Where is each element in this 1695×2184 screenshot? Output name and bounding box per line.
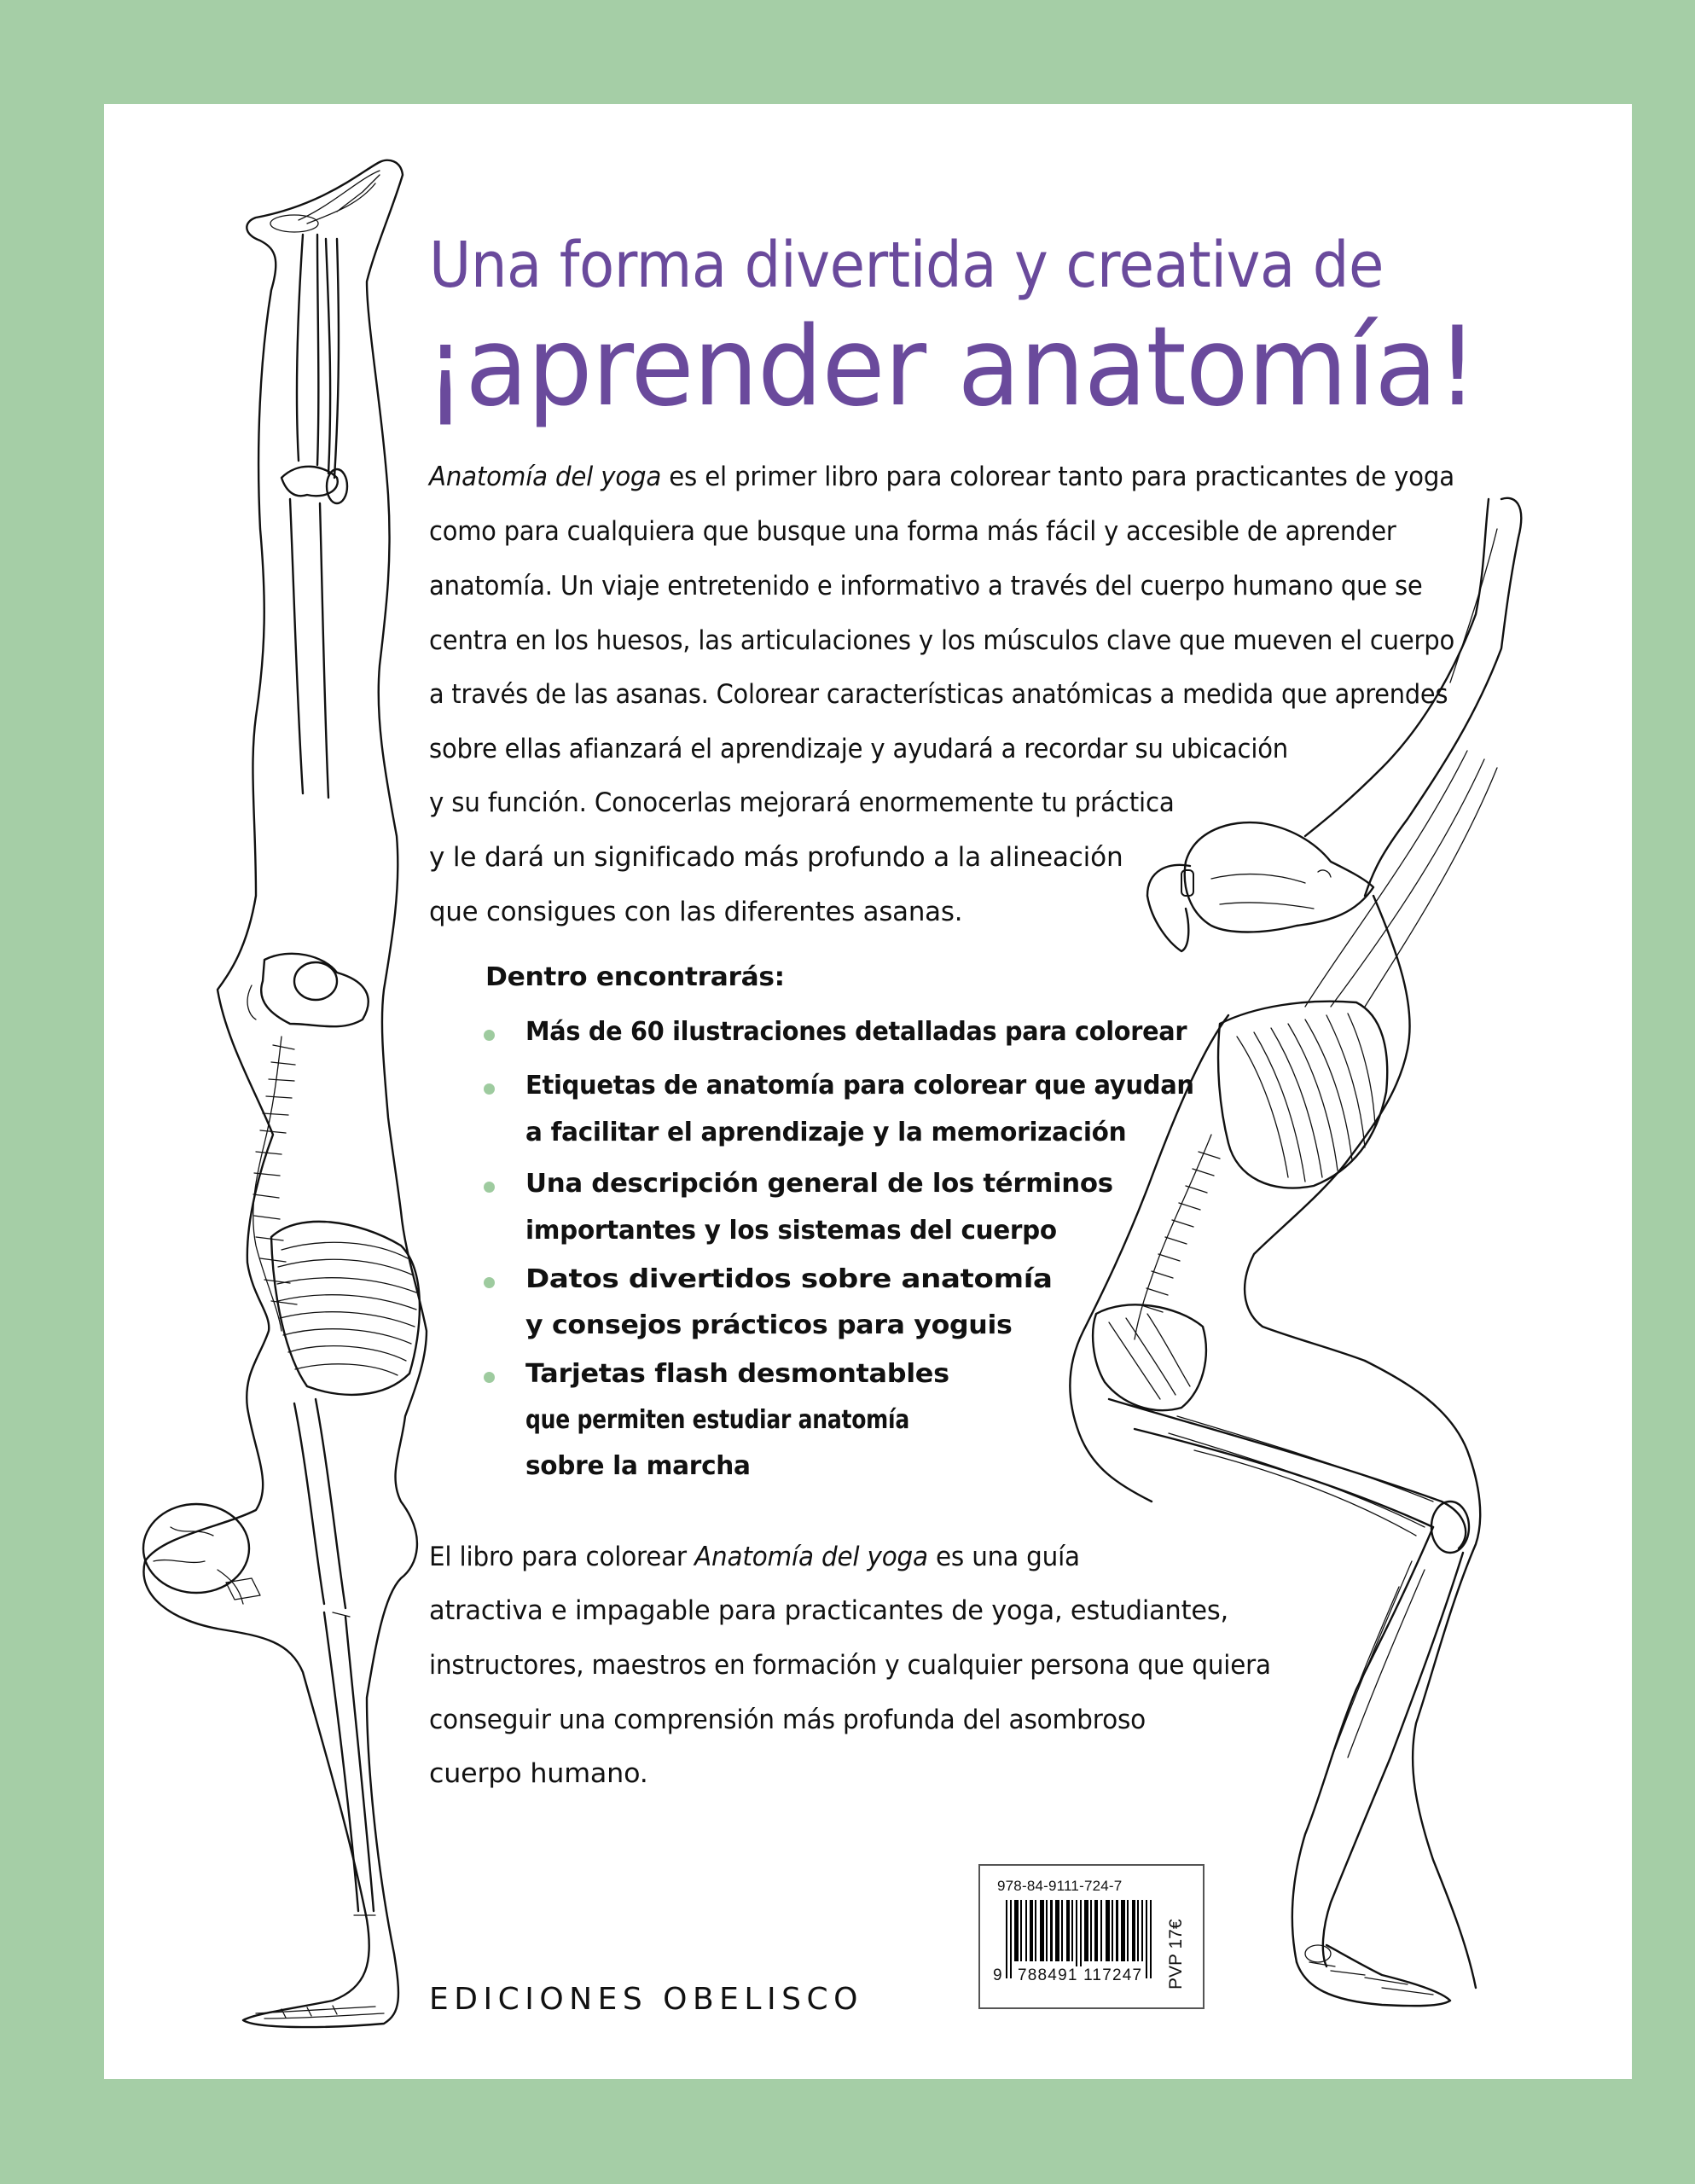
intro-line: que consigues con las diferentes asanas. (429, 897, 963, 927)
bullet-dot-icon (484, 1372, 495, 1383)
intro-line: Anatomía del yoga es el primer libro para colorear tanto para practicantes de yoga (429, 462, 1454, 492)
headline-line-2: ¡aprender anatomía! (425, 304, 1477, 431)
intro-line: y su función. Conocerlas mejorará enormemente tu práctica (429, 787, 1175, 818)
publisher-logo: EDICIONES OBELISCO (429, 1982, 863, 2017)
closing-line: instructores, maestros en formación y cualquier persona que quiera (429, 1650, 1271, 1681)
feature-item: Tarjetas flash desmontables (525, 1359, 949, 1389)
price-label: PVP 17€ (1166, 1919, 1186, 1989)
bullet-dot-icon (484, 1277, 495, 1288)
feature-item: Más de 60 ilustraciones detalladas para colorear (525, 1017, 1187, 1047)
feature-item: Etiquetas de anatomía para colorear que ayudan (525, 1071, 1194, 1101)
ean-digits: 788491 117247 (1018, 1966, 1143, 1984)
bullet-dot-icon (484, 1083, 495, 1095)
feature-item-continued: y consejos prácticos para yoguis (525, 1310, 1013, 1340)
intro-line: sobre ellas afianzará el aprendizaje y ayudará a recordar su ubicación (429, 734, 1289, 764)
feature-item: Una descripción general de los términos (525, 1169, 1113, 1199)
feature-item-continued: importantes y los sistemas del cuerpo (525, 1216, 1057, 1246)
ean-lead-digit: 9 (993, 1966, 1002, 1984)
intro-line: a través de las asanas. Colorear características anatómicas a medida que aprendes (429, 679, 1448, 710)
intro-line: anatomía. Un viaje entretenido e informativo a través del cuerpo humano que se (429, 571, 1423, 601)
closing-line: cuerpo humano. (429, 1758, 648, 1789)
closing-line: El libro para colorear Anatomía del yoga es una guía (429, 1542, 1080, 1572)
book-title-italic: Anatomía del yoga (694, 1542, 928, 1572)
headline-line-1: Una forma divertida y creativa de (429, 229, 1384, 302)
feature-item-continued: sobre la marcha (525, 1451, 751, 1481)
intro-line: centra en los huesos, las articulaciones y los músculos clave que mueven el cuerpo (429, 625, 1455, 656)
inside-heading: Dentro encontrarás: (485, 962, 785, 992)
intro-line: como para cualquiera que busque una forma más fácil y accesible de aprender (429, 516, 1396, 547)
intro-line: y le dará un significado más profundo a la alineación (429, 842, 1123, 873)
bullet-dot-icon (484, 1182, 495, 1193)
feature-item-continued: que permiten estudiar anatomía (525, 1405, 909, 1435)
isbn-number: 978-84-9111-724-7 (997, 1878, 1123, 1894)
closing-line: conseguir una comprensión más profunda del asombroso (429, 1705, 1146, 1735)
feature-item-continued: a facilitar el aprendizaje y la memorización (525, 1118, 1127, 1147)
closing-line: atractiva e impagable para practicantes de yoga, estudiantes, (429, 1595, 1228, 1626)
feature-item: Datos divertidos sobre anatomía (525, 1264, 1053, 1294)
isbn-barcode (978, 1864, 1204, 2009)
bullet-dot-icon (484, 1030, 495, 1041)
book-title-italic: Anatomía del yoga (429, 462, 662, 492)
